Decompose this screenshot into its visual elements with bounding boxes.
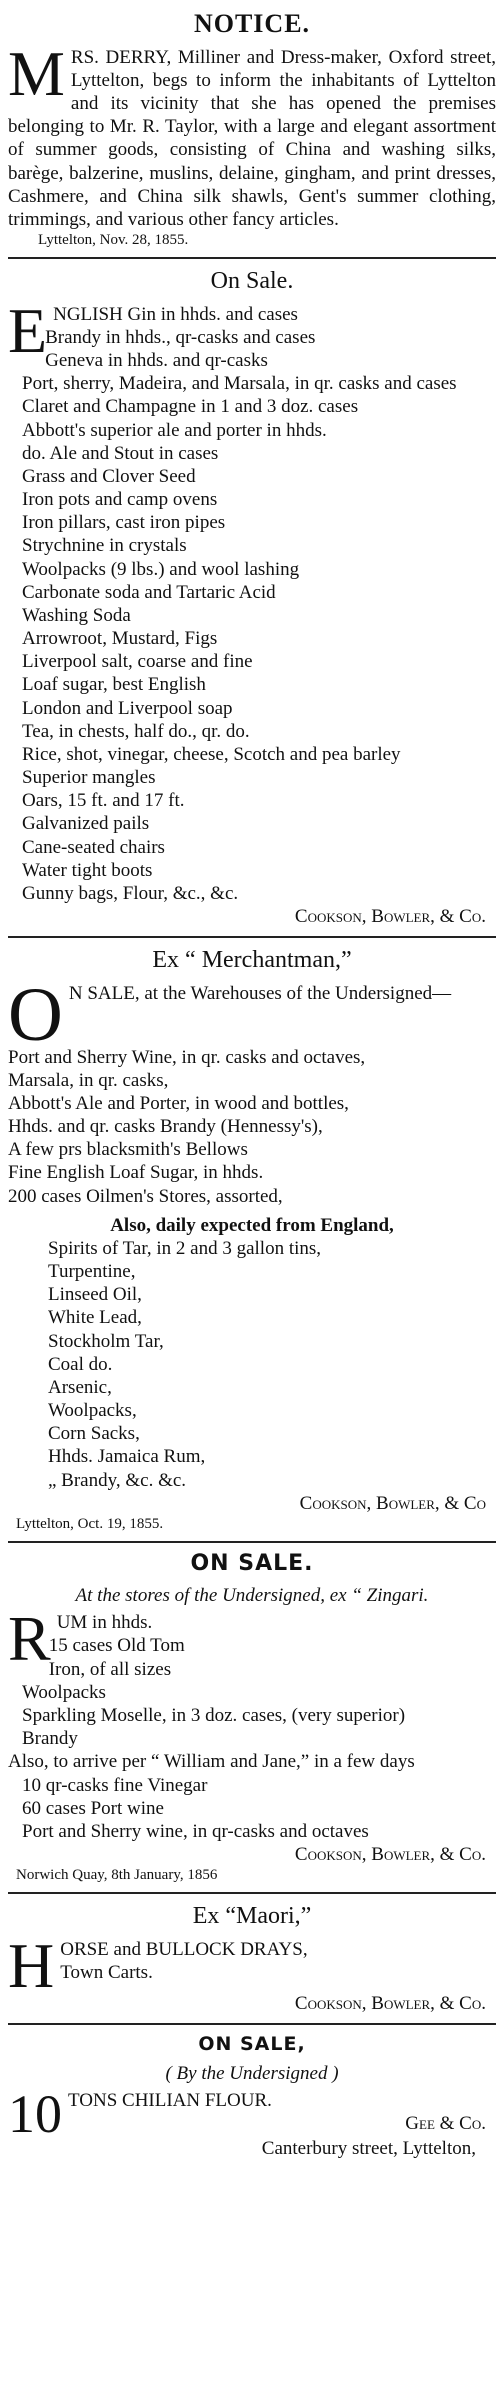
on-sale-1-items: [8, 326, 496, 905]
merchantman-heading: Ex “ Merchantman,”: [152, 947, 352, 974]
list-item: Port and Sherry Wine, in qr. casks and octaves,: [8, 1046, 366, 1068]
divider: [8, 936, 496, 938]
list-item: Spirits of Tar, in 2 and 3 gallon tins,: [48, 1237, 322, 1259]
notice-ad: [8, 8, 496, 249]
on-sale-2-first-line: UM in hhds.: [56, 1612, 153, 1634]
list-item: Liverpool salt, coarse and fine: [22, 651, 253, 673]
on-sale-3-dropcap: 10: [8, 2084, 62, 2145]
on-sale-2-also-line: Also, to arrive per “ William and Jane,” in a few days: [8, 1751, 415, 1773]
list-item: Linseed Oil,: [48, 1284, 142, 1306]
on-sale-1-signature: Cookson, Bowler, & Co.: [294, 906, 486, 928]
list-item: 15 cases Old Tom: [48, 1635, 185, 1657]
list-item: Geneva in hhds. and qr-casks: [45, 350, 268, 371]
on-sale-3-heading: ON SALE,: [198, 2032, 306, 2055]
notice-body: RS. DERRY, Milliner and Dress-maker, Oxford street, Lyttelton, begs to inform the inhabitants of Lyttelton and its vicinity that she has opened the premises belonging to Mr. R. Taylor, with a large and elegant assortment of summer goods, consisting of China and washing silks, barège, balzerine, muslins, delaine, gingham, and print dresses, Cashmere, and China silk shawls, Gent's summer clothing, trimmings, and various other fancy articles.: [8, 46, 496, 230]
merchantman-items: [8, 1046, 496, 1208]
list-item: 10 qr-casks fine Vinegar: [22, 1774, 208, 1796]
list-item: 60 cases Port wine: [22, 1797, 164, 1819]
list-item: Turpentine,: [48, 1261, 136, 1283]
list-item: Woolpacks,: [48, 1400, 137, 1422]
list-item: Hhds. Jamaica Rum,: [48, 1446, 206, 1468]
list-item: A few prs blacksmith's Bellows: [8, 1139, 248, 1161]
list-item: London and Liverpool soap: [22, 697, 233, 719]
list-item: Abbott's Ale and Porter, in wood and bottles,: [8, 1092, 349, 1114]
list-item: Woolpacks: [22, 1681, 106, 1703]
on-sale-2-subheading: At the stores of the Undersigned, ex “ Zingari.: [75, 1585, 429, 1607]
list-item: „ Brandy, &c. &c.: [48, 1469, 187, 1491]
divider: [8, 2023, 496, 2025]
list-item: do. Ale and Stout in cases: [22, 442, 219, 464]
list-item: Brandy: [22, 1728, 78, 1750]
list-item: Stockholm Tar,: [48, 1330, 164, 1352]
on-sale-2-signature: Cookson, Bowler, & Co.: [294, 1844, 486, 1866]
list-item: Grass and Clover Seed: [22, 465, 196, 487]
on-sale-3-subheading: ( By the Undersigned ): [165, 2063, 339, 2085]
list-item: Abbott's superior ale and porter in hhds.: [22, 419, 327, 441]
list-item: Carbonate soda and Tartaric Acid: [22, 581, 276, 603]
maori-ad: [8, 1902, 496, 2014]
on-sale-1-heading: On Sale.: [210, 268, 294, 295]
divider: [8, 1541, 496, 1543]
list-item: Washing Soda: [22, 604, 131, 626]
on-sale-3-signature: Gee & Co.: [405, 2113, 486, 2135]
divider: [8, 257, 496, 259]
on-sale-ad-1: [8, 267, 496, 928]
list-item: White Lead,: [48, 1307, 142, 1329]
list-item: Galvanized pails: [22, 813, 150, 835]
on-sale-2-heading: ON SALE.: [190, 1551, 314, 1577]
on-sale-3-first-line: TONS CHILIAN FLOUR.: [68, 2090, 272, 2112]
list-item: 200 cases Oilmen's Stores, assorted,: [8, 1185, 283, 1207]
merchantman-expected-items: [8, 1237, 496, 1492]
list-item: Port and Sherry wine, in qr-casks and octaves: [22, 1820, 369, 1842]
on-sale-2-arrive-items: [8, 1774, 496, 1844]
merchantman-date: Lyttelton, Oct. 19, 1855.: [16, 1516, 164, 1532]
list-item: Rice, shot, vinegar, cheese, Scotch and pea barley: [22, 743, 401, 765]
on-sale-2-items: [8, 1634, 496, 1750]
list-item: Port, sherry, Madeira, and Marsala, in qr. casks and cases: [22, 373, 457, 395]
maori-first-line: ORSE and BULLOCK DRAYS,: [60, 1938, 308, 1960]
list-item: Strychnine in crystals: [22, 535, 187, 557]
list-item: Woolpacks (9 lbs.) and wool lashing: [22, 558, 300, 580]
notice-heading: NOTICE.: [193, 9, 311, 38]
list-item: Tea, in chests, half do., qr. do.: [22, 720, 250, 742]
notice-dropcap: M: [8, 37, 65, 109]
merchantman-signature: Cookson, Bowler, & Co: [299, 1492, 486, 1514]
list-item: Water tight boots: [22, 859, 153, 881]
on-sale-3-address: Canterbury street, Lyttelton,: [261, 2138, 476, 2160]
list-item: Iron pillars, cast iron pipes: [22, 512, 226, 534]
list-item: Iron, of all sizes: [48, 1658, 172, 1680]
list-item: Sparkling Moselle, in 3 doz. cases, (very superior): [22, 1704, 406, 1726]
maori-dropcap: H: [8, 1929, 55, 2001]
maori-second-line: Town Carts.: [60, 1961, 153, 1983]
merchantman-intro: N SALE, at the Warehouses of the Undersigned—: [68, 982, 452, 1004]
list-item: Corn Sacks,: [48, 1423, 140, 1445]
divider: [8, 1892, 496, 1894]
list-item: Marsala, in qr. casks,: [8, 1069, 169, 1091]
list-item: Claret and Champagne in 1 and 3 doz. cases: [22, 396, 359, 418]
list-item: Loaf sugar, best English: [22, 674, 206, 696]
list-item: Fine English Loaf Sugar, in hhds.: [8, 1162, 264, 1184]
list-item: Brandy in hhds., qr-casks and cases: [45, 326, 316, 348]
on-sale-2-dropcap: R: [8, 1603, 51, 1675]
list-item: Arrowroot, Mustard, Figs: [22, 628, 218, 650]
notice-date: Lyttelton, Nov. 28, 1855.: [38, 232, 189, 249]
list-item: Arsenic,: [48, 1376, 112, 1398]
maori-heading: Ex “Maori,”: [192, 1903, 312, 1930]
merchantman-dropcap: O: [8, 972, 63, 1057]
on-sale-1-first-line: NGLISH Gin in hhds. and cases: [53, 303, 298, 325]
list-item: Gunny bags, Flour, &c., &c.: [22, 882, 239, 904]
list-item: Cane-seated chairs: [22, 836, 165, 858]
merchantman-also-heading: Also, daily expected from England,: [110, 1214, 394, 1236]
merchantman-ad: [8, 946, 496, 1533]
list-item: Coal do.: [48, 1353, 113, 1375]
on-sale-1-dropcap: E: [8, 294, 48, 366]
list-item: Superior mangles: [22, 767, 156, 789]
on-sale-2-date: Norwich Quay, 8th January, 1856: [16, 1867, 218, 1884]
list-item: Iron pots and camp ovens: [22, 489, 218, 511]
list-item: Hhds. and qr. casks Brandy (Hennessy's),: [8, 1116, 323, 1138]
on-sale-ad-2: [8, 1551, 496, 1884]
on-sale-ad-3: [8, 2033, 496, 2161]
list-item: Oars, 15 ft. and 17 ft.: [22, 790, 185, 812]
maori-signature: Cookson, Bowler, & Co.: [294, 1992, 486, 2014]
